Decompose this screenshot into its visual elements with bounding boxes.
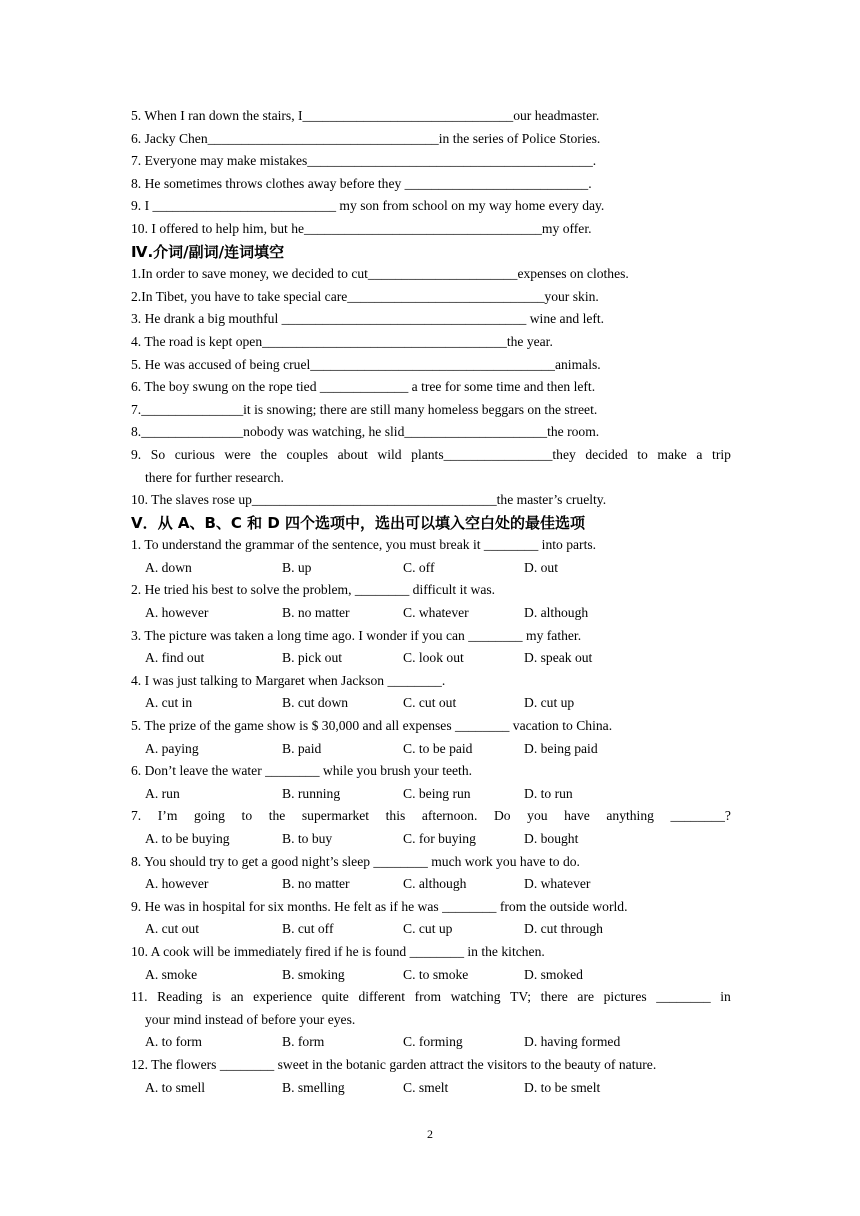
word: to <box>637 446 648 462</box>
option-b: B. cut off <box>282 921 334 937</box>
option-a: A. run <box>145 785 180 801</box>
fill-blank-item: 10. The slaves rose up____________________________________the master’s cruelty. <box>131 492 607 508</box>
word: make <box>657 446 687 462</box>
word: afternoon. <box>421 808 478 824</box>
word: going <box>194 808 225 824</box>
question: 4. I was just talking to Margaret when Jackson ________. <box>131 672 446 688</box>
option-a: A. down <box>145 559 192 575</box>
word: TV; <box>510 989 532 1005</box>
question: 10. A cook will be immediately fired if he is found ________ in the kitchen. <box>131 943 545 959</box>
fill-blank-item: 2.In Tibet, you have to take special care_____________________________your skin. <box>131 288 599 304</box>
option-a: A. cut out <box>145 921 199 937</box>
word: ________? <box>670 808 731 824</box>
word: 7. <box>131 808 142 824</box>
option-b: B. running <box>282 785 341 801</box>
question-options <box>131 873 731 896</box>
word: have <box>564 808 590 824</box>
word: this <box>385 808 406 824</box>
word: couples <box>286 446 329 462</box>
fill-blank-item: 5. He was accused of being cruel____________________________________animals. <box>131 356 601 372</box>
question: 5. The prize of the game show is $ 30,000 and all expenses ________ vacation to China. <box>131 718 613 734</box>
page-number: 2 <box>427 1127 433 1141</box>
question-options <box>131 647 731 670</box>
option-c: C. to smoke <box>403 966 469 982</box>
word: watching <box>450 989 501 1005</box>
fill-blank-item: 8._______________nobody was watching, he slid_____________________the room. <box>131 424 600 440</box>
option-d: D. to run <box>524 785 573 801</box>
word: quite <box>321 989 349 1005</box>
option-b: B. cut down <box>282 695 349 711</box>
option-d: D. being paid <box>524 740 598 756</box>
word: plants________________they <box>411 446 576 462</box>
word: pictures <box>603 989 647 1005</box>
option-c: C. cut up <box>403 921 453 937</box>
question-11 <box>131 986 731 1009</box>
section-heading-5: Ⅴ．从 A、B、C 和 D 四个选项中，选出可以填入空白处的最佳选项 <box>131 513 586 532</box>
option-a: A. to be buying <box>145 831 230 846</box>
option-d: D. smoked <box>524 966 583 982</box>
page-content <box>131 105 731 1099</box>
word: from <box>414 989 442 1005</box>
option-d: D. bought <box>524 831 579 846</box>
fill-blank-item: 6. The boy swung on the rope tied _____________ a tree for some time and then left. <box>131 379 596 395</box>
option-c: C. for buying <box>403 831 476 846</box>
word: curious <box>174 446 215 462</box>
multiple-choice-list <box>131 534 731 805</box>
option-b: B. form <box>282 1034 325 1050</box>
multiple-choice-list-b <box>131 851 731 987</box>
fill-blank-item: 8. He sometimes throws clothes away before they ___________________________. <box>131 175 592 191</box>
word: about <box>337 446 368 462</box>
option-b: B. smelling <box>282 1079 345 1095</box>
question: 3. The picture was taken a long time ago. I wonder if you can ________ my father. <box>131 627 582 643</box>
fill-blank-item: 7._______________it is snowing; there are still many homeless beggars on the street. <box>131 401 598 417</box>
option-b: B. no matter <box>282 876 350 892</box>
option-b: B. pick out <box>282 650 343 666</box>
fill-blank-item: 10. I offered to help him, but he___________________________________my offer. <box>131 220 592 236</box>
question-options <box>131 692 731 715</box>
question: 8. You should try to get a good night’s sleep ________ much work you have to do. <box>131 853 580 869</box>
option-d: D. although <box>524 605 589 621</box>
option-a: A. find out <box>145 650 205 666</box>
option-a: A. smoke <box>145 966 198 982</box>
word: an <box>230 989 244 1005</box>
option-c: C. although <box>403 876 467 892</box>
word: ________ <box>656 989 711 1005</box>
option-d: D. whatever <box>524 876 591 892</box>
word: there <box>540 989 568 1005</box>
question-11-options <box>131 1031 731 1054</box>
word: the <box>268 808 286 824</box>
question-options <box>131 783 731 806</box>
word: the <box>260 446 277 462</box>
word: different <box>358 989 406 1005</box>
word: So <box>150 446 166 462</box>
word: you <box>527 808 548 824</box>
question-options <box>131 918 731 941</box>
question-7-options <box>131 828 731 851</box>
word: are <box>577 989 595 1005</box>
option-d: D. cut through <box>524 921 603 937</box>
option-b: B. smoking <box>282 966 345 982</box>
question-12: 12. The flowers ________ sweet in the botanic garden attract the visitors to the beauty of nature. <box>131 1056 657 1072</box>
fill-blank-item: 1.In order to save money, we decided to cut______________________expenses on clothes. <box>131 266 629 282</box>
question: 6. Don’t leave the water ________ while you brush your teeth. <box>131 763 473 779</box>
question-options <box>131 557 731 580</box>
option-a: A. however <box>145 876 209 892</box>
word: in <box>720 989 731 1005</box>
option-c: C. whatever <box>403 605 469 621</box>
option-c: C. cut out <box>403 695 457 711</box>
option-c: C. to be paid <box>403 740 473 756</box>
question: 2. He tried his best to solve the problem, ________ difficult it was. <box>131 582 496 598</box>
question-12-options <box>131 1077 731 1100</box>
question-7 <box>131 805 731 828</box>
option-d: D. out <box>524 559 558 575</box>
question-11-continued: your mind instead of before your eyes. <box>145 1011 356 1027</box>
question-options <box>131 602 731 625</box>
word: Reading <box>157 989 203 1005</box>
fill-blank-item: 9. I ___________________________ my son from school on my way home every day. <box>131 198 605 214</box>
question: 9. He was in hospital for six months. He felt as if he was ________ from the outside world. <box>131 898 628 914</box>
option-a: A. however <box>145 605 209 621</box>
word: a <box>696 446 703 462</box>
word: I’m <box>157 808 178 824</box>
word: is <box>212 989 222 1005</box>
word: to <box>241 808 253 824</box>
section-heading-4: Ⅳ.介词/副词/连词填空 <box>131 242 285 261</box>
option-b: B. paid <box>282 740 322 756</box>
word: 11. <box>131 989 148 1005</box>
word: trip <box>712 446 731 462</box>
fill-blank-item: 7. Everyone may make mistakes__________________________________________. <box>131 153 597 169</box>
fill-blank-item: 4. The road is kept open____________________________________the year. <box>131 333 553 349</box>
fill-blank-item-9-continued: there for further research. <box>145 469 284 485</box>
fill-blank-item: 3. He drank a big mouthful ____________________________________ wine and left. <box>131 311 605 327</box>
option-b: B. to buy <box>282 831 333 846</box>
word: were <box>224 446 251 462</box>
word: anything <box>606 808 654 824</box>
fill-blank-item: 6. Jacky Chen__________________________________in the series of Police Stories. <box>131 130 601 146</box>
option-d: D. cut up <box>524 695 575 711</box>
fill-blank-item-9 <box>131 444 731 467</box>
option-c: C. look out <box>403 650 464 666</box>
question-options <box>131 738 731 761</box>
option-b: B. no matter <box>282 605 350 621</box>
option-d: D. speak out <box>524 650 593 666</box>
question-options <box>131 964 731 987</box>
option-a: A. to smell <box>145 1079 206 1095</box>
question: 1. To understand the grammar of the sentence, you must break it ________ into parts. <box>131 537 597 553</box>
option-a: A. cut in <box>145 695 193 711</box>
option-a: A. paying <box>145 740 199 756</box>
word: 9. <box>131 446 142 462</box>
option-c: C. smelt <box>403 1079 449 1095</box>
option-c: C. off <box>403 559 435 575</box>
word: experience <box>253 989 313 1005</box>
word: wild <box>377 446 402 462</box>
option-a: A. to form <box>145 1034 203 1050</box>
word: supermarket <box>301 808 370 824</box>
option-b: B. up <box>282 559 312 575</box>
word: Do <box>493 808 511 824</box>
option-d: D. having formed <box>524 1034 621 1050</box>
option-c: C. being run <box>403 785 471 801</box>
option-c: C. forming <box>403 1034 463 1050</box>
word: decided <box>585 446 628 462</box>
fill-blank-item: 5. When I ran down the stairs, I_______________________________our headmaster. <box>131 108 600 123</box>
option-d: D. to be smelt <box>524 1079 601 1095</box>
